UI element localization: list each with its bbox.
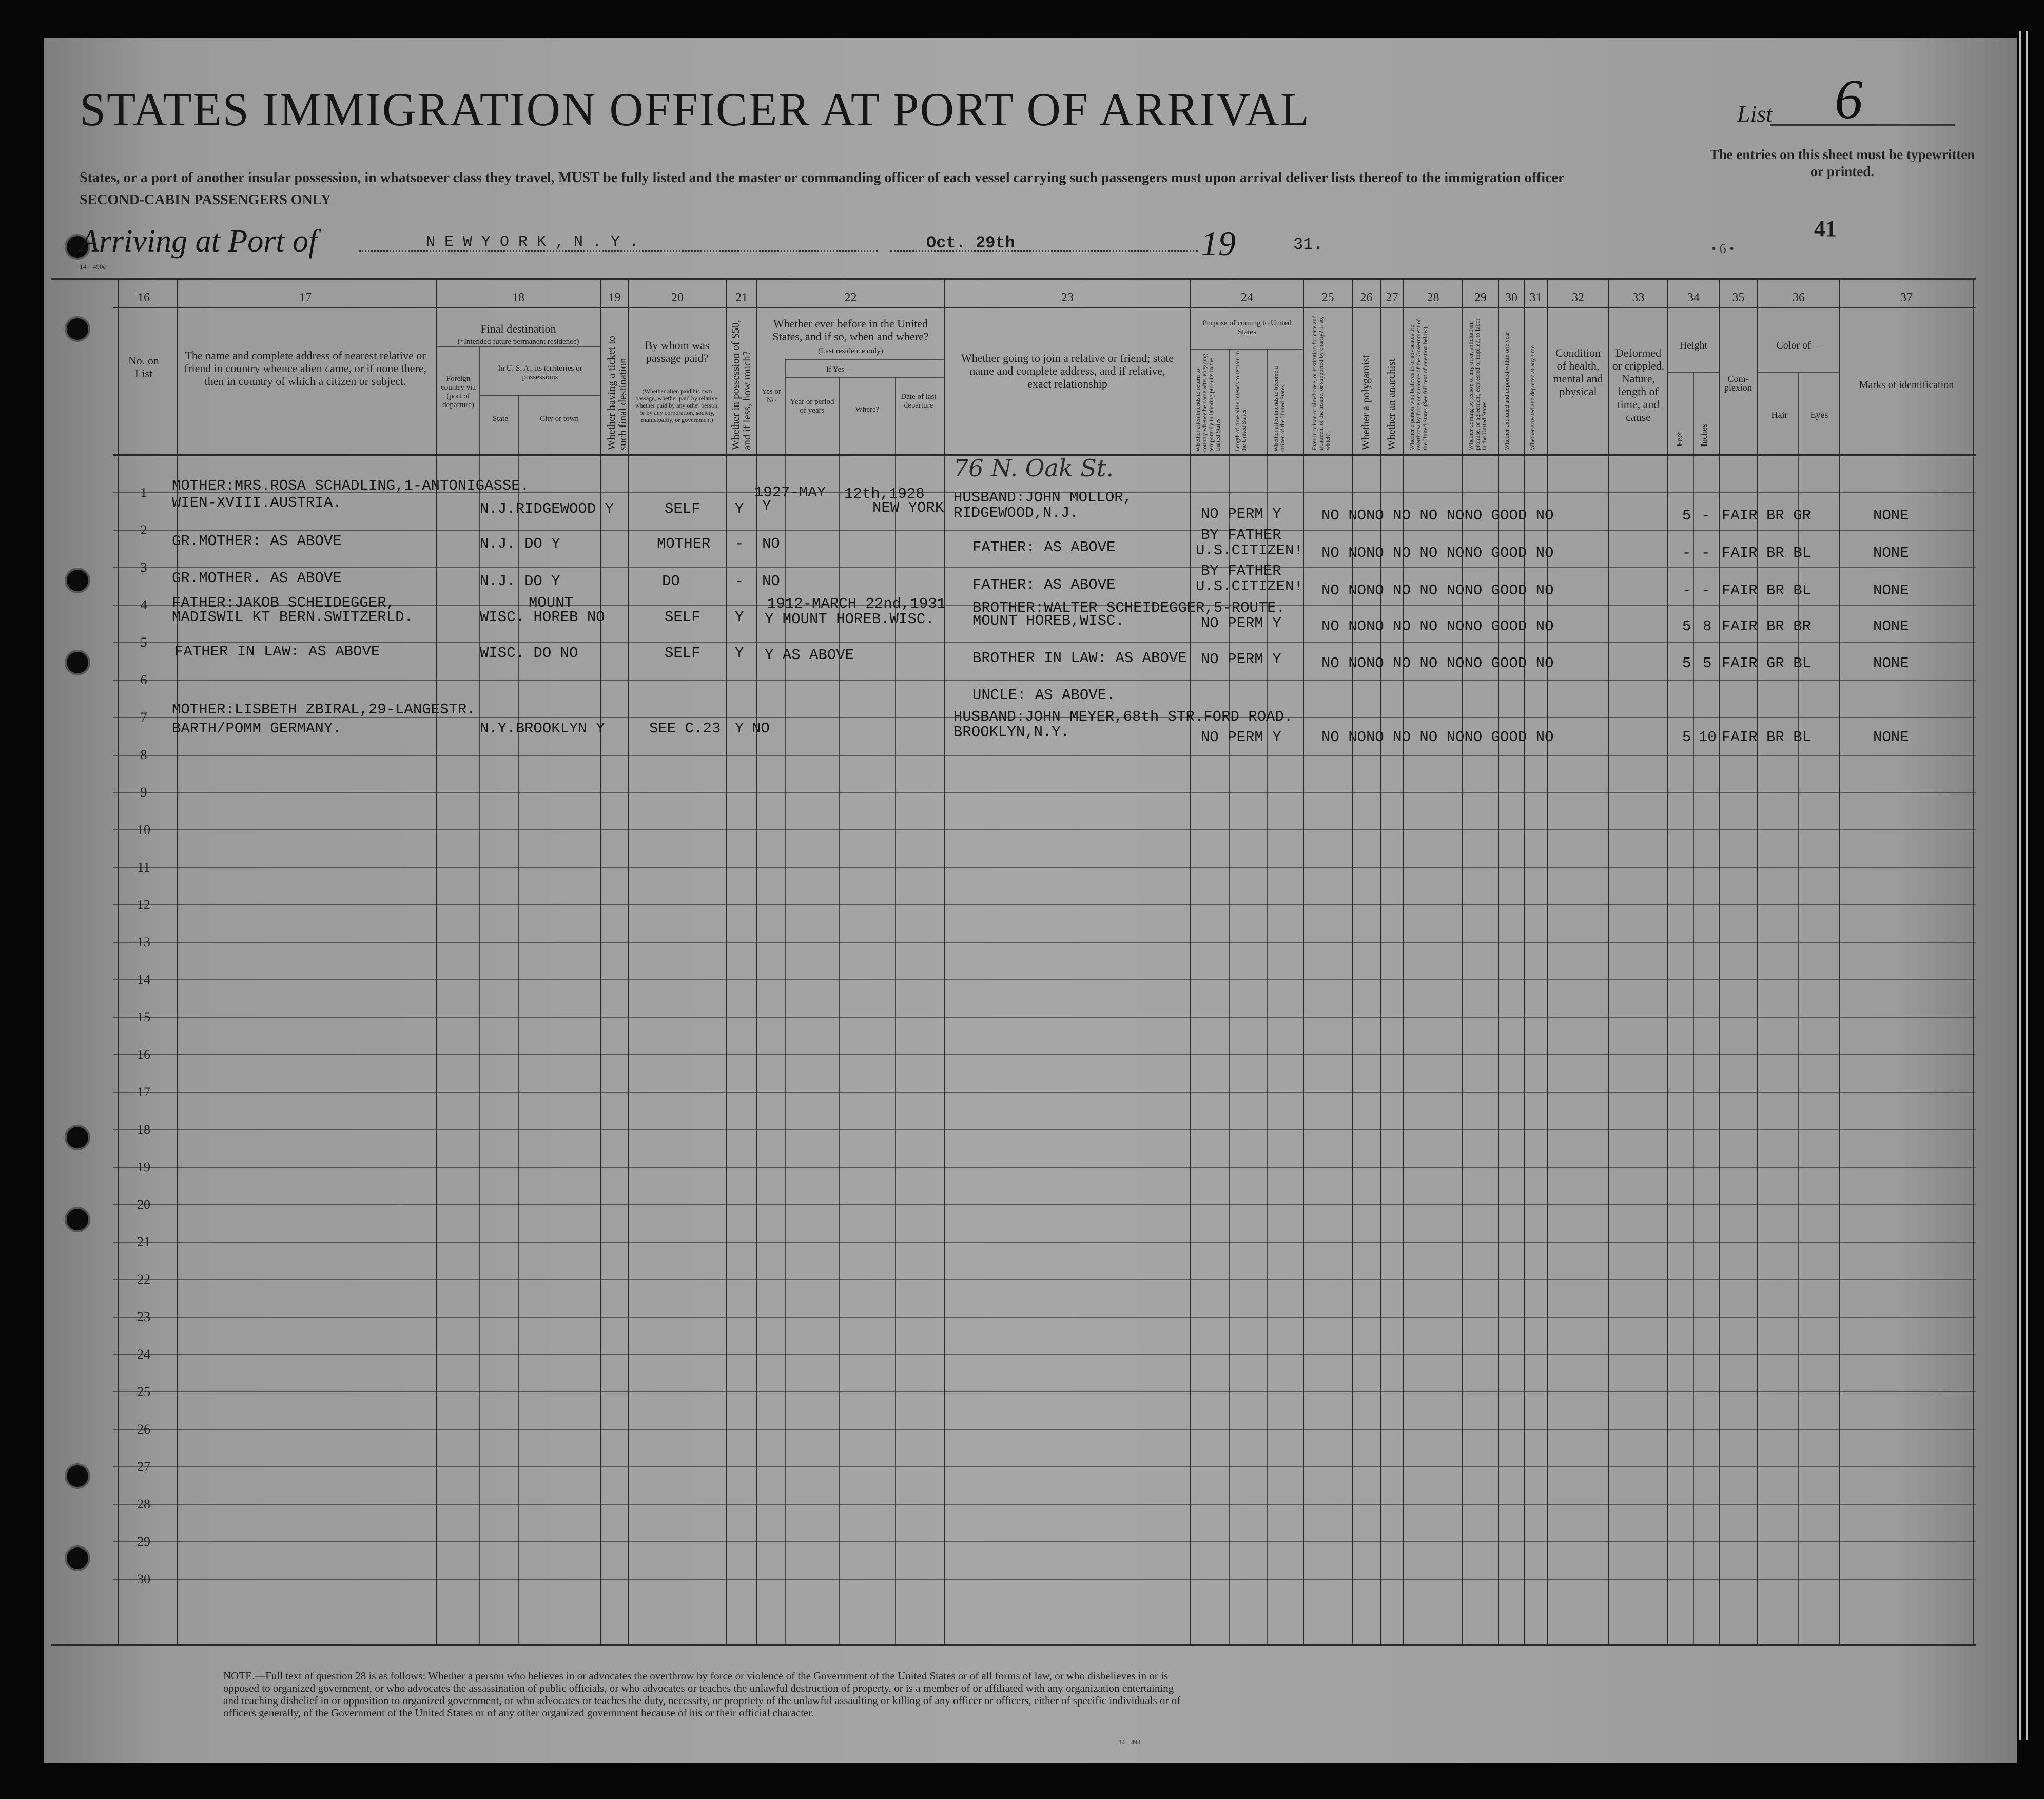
date-value: Oct. 29th bbox=[926, 234, 1015, 253]
entry-r3-before: NO bbox=[762, 573, 780, 590]
row-number: 4 bbox=[140, 597, 147, 612]
row-number: 23 bbox=[137, 1309, 150, 1324]
entry-r5-passage: SELF bbox=[665, 645, 700, 662]
entry-r2-inches: - bbox=[1701, 545, 1710, 562]
entry-r2-feet: - bbox=[1682, 545, 1691, 562]
entry-r4-physical: FAIR BR BR bbox=[1722, 618, 1812, 635]
row-number: 14 bbox=[137, 972, 150, 987]
entry-r3-marks: NONE bbox=[1873, 582, 1909, 599]
entry-r4-join: MOUNT HOREB,WISC. bbox=[972, 612, 1124, 629]
entry-r7-feet: 5 bbox=[1682, 729, 1691, 746]
entry-r1-passage: SELF bbox=[665, 500, 700, 517]
header-q28: Whether a person who believes in or advocates the overthrow by force or violence of the Government of the United States (See full text of question below) bbox=[1408, 319, 1429, 450]
col-number: 17 bbox=[299, 291, 312, 304]
entry-r5-purpose: NO PERM Y bbox=[1201, 651, 1281, 668]
entry-r5-before: Y AS ABOVE bbox=[765, 647, 854, 664]
entry-r3-physical: FAIR BR BL bbox=[1722, 582, 1812, 599]
entry-r5-feet: 5 bbox=[1682, 655, 1691, 672]
col-number: 20 bbox=[671, 291, 684, 304]
header-if-yes: If Yes— bbox=[826, 365, 852, 374]
entry-r3-purpose: BY FATHER bbox=[1201, 563, 1281, 579]
question-28-note: NOTE.—Full text of question 28 is as follows: Whether a person who believes in or advocates the overthrow by force or violence of the Government of the United States or of all forms of law, or who disbelieves in or is opposed to organized government, or who advocates the assassination of public officials, or who advocates or teaches the unlawful destruction of property, or is a member of or affiliated with any organization entertaining and teaching disbelief in or opposition to organized government, or who advocates or teaches the duty, necessity, or propriety of the unlawful assaulting or killing of any officer or officers, either of specific individuals or of officers generally, of the Government of the United States or of any other organized government because of his or their official character. bbox=[223, 1670, 1181, 1719]
entry-r3-destination: N.J. DO Y bbox=[480, 573, 560, 590]
header-possession-50: Whether in possession of $50, and if less, how much? bbox=[729, 320, 753, 450]
entry-r2-before: NO bbox=[762, 535, 780, 552]
row-number: 20 bbox=[137, 1197, 150, 1212]
entry-r7-marks: NONE bbox=[1873, 729, 1909, 746]
entry-r5-join: BROTHER IN LAW: AS ABOVE bbox=[972, 650, 1187, 667]
header-final-destination: Final destination bbox=[480, 322, 556, 335]
row-number: 21 bbox=[137, 1234, 150, 1249]
row-number: 22 bbox=[137, 1272, 150, 1287]
passenger-class: SECOND-CABIN PASSENGERS ONLY bbox=[80, 192, 332, 208]
entry-r2-marks: NONE bbox=[1873, 545, 1909, 562]
col-number: 22 bbox=[844, 291, 857, 304]
entry-r5-relative: FATHER IN LAW: AS ABOVE bbox=[174, 643, 380, 660]
entry-r2-join: FATHER: AS ABOVE bbox=[972, 539, 1116, 556]
entry-r3-join: FATHER: AS ABOVE bbox=[972, 576, 1116, 593]
header-where: Where? bbox=[855, 405, 880, 414]
entries-note: The entries on this sheet must be typewritten or printed. bbox=[1709, 147, 1975, 179]
header-date-departure: Date of last departure bbox=[901, 393, 937, 410]
header-foreign-country: Foreign country via (port of departure) bbox=[441, 375, 476, 409]
entry-r7-relative: BARTH/POMM GERMANY. bbox=[172, 720, 342, 737]
row-number: 1 bbox=[140, 485, 147, 500]
col-number: 19 bbox=[608, 291, 621, 304]
entry-r7-destination: N.Y.BROOKLYN Y bbox=[480, 720, 605, 737]
row-number: 18 bbox=[137, 1122, 150, 1137]
entry-r4-destination: WISC. HOREB NO bbox=[480, 609, 605, 626]
entry-r5-answers: NO NONO NO NO NONO GOOD NO bbox=[1321, 655, 1554, 672]
entry-r4-purpose: NO PERM Y bbox=[1201, 615, 1281, 632]
header-before-note: (Last residence only) bbox=[818, 347, 883, 355]
entry-r4-answers: NO NONO NO NO NONO GOOD NO bbox=[1321, 618, 1554, 635]
entry-r1-answers: NO NONO NO NO NONO GOOD NO bbox=[1321, 507, 1554, 524]
entry-r3-passage: DO bbox=[662, 573, 680, 590]
row-number: 16 bbox=[137, 1047, 150, 1062]
header-purpose: Purpose of coming to United States bbox=[1202, 319, 1292, 336]
entry-r3-relative: GR.MOTHER. AS ABOVE bbox=[172, 570, 342, 587]
entry-r4-before: 1912-MARCH 22nd,1931 bbox=[767, 595, 946, 612]
entry-r4-50: Y bbox=[735, 609, 744, 626]
col-number: 33 bbox=[1632, 291, 1645, 304]
entry-r2-physical: FAIR BR BL bbox=[1722, 545, 1812, 562]
header-no-on-list: No. on List bbox=[128, 354, 159, 380]
row-number: 26 bbox=[137, 1422, 150, 1437]
col-number: 34 bbox=[1687, 291, 1700, 304]
entry-r5-destination: WISC. DO NO bbox=[480, 645, 578, 662]
entry-r1-join: RIDGEWOOD,N.J. bbox=[953, 505, 1079, 521]
entry-r7-before: NO bbox=[752, 720, 770, 737]
row-number: 27 bbox=[137, 1459, 150, 1474]
entry-r2-purpose: BY FATHER bbox=[1201, 527, 1281, 544]
row-number: 3 bbox=[140, 560, 147, 575]
entry-r4-marks: NONE bbox=[1873, 618, 1909, 635]
row-number: 29 bbox=[137, 1534, 150, 1549]
year-suffix: 31. bbox=[1293, 235, 1323, 254]
entry-r4-inches: 8 bbox=[1703, 618, 1712, 635]
entry-r5-marks: NONE bbox=[1873, 655, 1909, 672]
header-ticket: Whether having a ticket to such final destination bbox=[605, 336, 629, 450]
header-q31: Whether arrested and deported at any time bbox=[1529, 345, 1536, 450]
entry-r7-join: HUSBAND:JOHN MEYER,68th STR.FORD ROAD. bbox=[953, 708, 1293, 725]
header-color-of: Color of— bbox=[1776, 340, 1821, 351]
col-number: 36 bbox=[1793, 291, 1805, 304]
header-purpose-c: Whether alien intends to become a citizen of the United States bbox=[1272, 366, 1286, 452]
col-number: 30 bbox=[1505, 291, 1517, 304]
entry-r3-50: - bbox=[735, 573, 744, 590]
entry-r7-inches: 10 bbox=[1699, 729, 1717, 746]
entry-r6-join: UNCLE: AS ABOVE. bbox=[972, 687, 1116, 704]
row-number: 2 bbox=[140, 523, 147, 537]
header-hair: Hair bbox=[1771, 410, 1788, 420]
entry-r1-feet: 5 bbox=[1682, 507, 1691, 524]
header-passage-paid-note: (Whether alien paid his own passage, whether paid by relative, whether paid by any other person, or by any corporation, society, municipality, or government) bbox=[635, 388, 719, 423]
row-number: 5 bbox=[140, 635, 147, 650]
small-mark: • 6 • bbox=[1711, 241, 1735, 256]
entry-r3-feet: - bbox=[1682, 582, 1691, 599]
footer-form-number: 14—490 bbox=[1119, 1738, 1140, 1746]
entry-r2-answers: NO NONO NO NO NONO GOOD NO bbox=[1321, 545, 1554, 562]
row-number: 28 bbox=[137, 1497, 150, 1512]
entry-r3-inches: - bbox=[1701, 582, 1710, 599]
entry-r4-join: BROTHER:WALTER SCHEIDEGGER,5-ROUTE. bbox=[972, 599, 1286, 616]
header-q29: Whether coming by reason of any offer, solicitation, promise, or agreement, expressed or implied, to labor in the United States bbox=[1467, 318, 1488, 450]
header-state: State bbox=[493, 415, 508, 423]
entry-r2-50: - bbox=[735, 535, 744, 552]
entry-r7-physical: FAIR BR BL bbox=[1722, 729, 1812, 746]
entry-r4-destination: MOUNT bbox=[529, 594, 574, 611]
entry-r7-join: BROOKLYN,N.Y. bbox=[953, 724, 1070, 741]
header-join-relative: Whether going to join a relative or friend; state name and complete address, and if relative, exact relationship bbox=[961, 352, 1174, 390]
header-before-in-us: Whether ever before in the United States, and if so, when and where? bbox=[772, 317, 929, 343]
header-inches: Inches bbox=[1699, 423, 1709, 447]
row-number: 11 bbox=[137, 860, 150, 875]
entry-r1-before: Y bbox=[762, 498, 771, 515]
instructions-text: States, or a port of another insular possession, in whatsoever class they travel, MUST be fully listed and the master or commanding officer of each vessel carrying such passengers must upon arrival deliver lists thereof to the immigration officer bbox=[80, 170, 1565, 186]
entry-r7-purpose: NO PERM Y bbox=[1201, 729, 1281, 746]
row-number: 24 bbox=[137, 1347, 150, 1362]
entry-r7-50: Y bbox=[735, 720, 744, 737]
entry-r1-relative: WIEN-XVIII.AUSTRIA. bbox=[172, 494, 342, 511]
page-title: STATES IMMIGRATION OFFICER AT PORT OF ARRIVAL bbox=[80, 83, 1310, 136]
header-purpose-a: Whether alien intends to return to country whence he came after engaging temporarily in laboring pursuits in the United States bbox=[1194, 354, 1221, 452]
row-number: 13 bbox=[137, 935, 150, 950]
entry-r1-50: Y bbox=[735, 500, 744, 517]
header-final-destination-note: (*Intended future permanent residence) bbox=[457, 338, 579, 346]
form-number: 14—490e bbox=[80, 263, 106, 270]
header-eyes: Eyes bbox=[1810, 410, 1828, 420]
entry-r1-inches: - bbox=[1701, 507, 1710, 524]
row-number: 19 bbox=[137, 1159, 150, 1174]
entry-r1-handwritten-address: 76 N. Oak St. bbox=[953, 454, 1114, 482]
entry-r4-relative: MADISWIL KT BERN.SWITZERLD. bbox=[172, 609, 413, 626]
header-health: Condition of health, mental and physical bbox=[1553, 346, 1603, 398]
entry-r3-purpose: U.S.CITIZEN! bbox=[1196, 578, 1303, 595]
row-number: 9 bbox=[140, 785, 147, 800]
col-number: 18 bbox=[512, 291, 524, 304]
row-number: 15 bbox=[137, 1010, 150, 1024]
header-q30: Whether excluded and deported within one year bbox=[1503, 332, 1510, 450]
header-marks: Marks of identification bbox=[1859, 379, 1954, 391]
port-value: N E W Y O R K , N . Y . bbox=[426, 234, 639, 251]
row-number: 30 bbox=[137, 1572, 150, 1587]
entry-r5-50: Y bbox=[735, 645, 744, 662]
entry-r7-relative: MOTHER:LISBETH ZBIRAL,29-LANGESTR. bbox=[172, 701, 476, 718]
entry-r2-passage: MOTHER bbox=[657, 535, 711, 552]
row-number: 6 bbox=[140, 672, 147, 687]
entry-r7-answers: NO NONO NO NO NONO GOOD NO bbox=[1321, 729, 1554, 746]
col-number: 35 bbox=[1732, 291, 1745, 304]
entry-r4-feet: 5 bbox=[1682, 618, 1691, 635]
entry-r4-before: Y MOUNT HOREB.WISC. bbox=[765, 611, 935, 628]
list-number: 6 bbox=[1835, 68, 1863, 130]
entry-r1-where: NEW YORK bbox=[872, 499, 944, 516]
entry-r5-inches: 5 bbox=[1703, 655, 1712, 672]
header-deformed: Deformed or crippled. Nature, length of time, and cause bbox=[1612, 346, 1665, 423]
col-number: 27 bbox=[1386, 291, 1398, 304]
col-number: 32 bbox=[1572, 291, 1584, 304]
row-number: 17 bbox=[137, 1085, 150, 1099]
col-number: 25 bbox=[1321, 291, 1334, 304]
entry-r4-passage: SELF bbox=[665, 609, 700, 626]
header-yes-no: Yes or No bbox=[761, 388, 782, 404]
row-number: 8 bbox=[140, 747, 147, 762]
entry-r2-purpose: U.S.CITIZEN! bbox=[1196, 542, 1303, 559]
col-number: 24 bbox=[1241, 291, 1253, 304]
col-number: 23 bbox=[1061, 291, 1074, 304]
header-height: Height bbox=[1679, 340, 1708, 351]
col-number: 16 bbox=[138, 291, 150, 304]
header-city: City or town bbox=[540, 415, 579, 423]
entry-r4-relative: FATHER:JAKOB SCHEIDEGGER, bbox=[172, 594, 396, 611]
entry-r1-marks: NONE bbox=[1873, 507, 1909, 524]
col-number: 29 bbox=[1474, 291, 1487, 304]
entry-r2-destination: N.J. DO Y bbox=[480, 535, 560, 552]
year-prefix: 19 bbox=[1201, 224, 1236, 263]
list-label: List bbox=[1737, 101, 1773, 127]
entry-r1-join: HUSBAND:JOHN MOLLOR, bbox=[953, 489, 1133, 506]
entry-r1-physical: FAIR BR GR bbox=[1722, 507, 1812, 524]
entry-r1-relative: MOTHER:MRS.ROSA SCHADLING,1-ANTONIGASSE. bbox=[172, 477, 530, 494]
header-passage-paid: By whom was passage paid? bbox=[645, 339, 710, 364]
entry-r7-passage: SEE C.23 bbox=[649, 720, 721, 737]
row-number: 12 bbox=[137, 897, 150, 912]
entry-r3-answers: NO NONO NO NO NONO GOOD NO bbox=[1321, 582, 1554, 599]
col-number: 21 bbox=[735, 291, 748, 304]
stamp-number: 41 bbox=[1814, 216, 1837, 241]
header-in-usa: In U. S. A., its territories or possessions bbox=[498, 364, 582, 381]
header-prison: Ever in prison or almshouse, or institution for care and treatment of the insane, or supported by charity? If so, which? bbox=[1311, 315, 1331, 450]
arriving-label: Arriving at Port of bbox=[80, 224, 318, 259]
header-anarchist: Whether an anarchist bbox=[1385, 358, 1397, 450]
entry-r1-where: 12th,1928 bbox=[844, 486, 925, 502]
header-complexion: Com-plexion bbox=[1724, 374, 1752, 393]
row-number: 7 bbox=[140, 710, 147, 725]
row-number: 10 bbox=[137, 822, 150, 837]
row-number: 25 bbox=[137, 1384, 150, 1399]
header-polygamist: Whether a polygamist bbox=[1359, 355, 1372, 450]
header-nearest-relative: The name and complete address of nearest relative or friend in country whence alien came, or if none there, then in country of which a citizen or subject. bbox=[184, 349, 427, 388]
col-number: 31 bbox=[1529, 291, 1542, 304]
header-year-period: Year or period of years bbox=[790, 398, 834, 415]
entry-r1-before: 1927-MAY bbox=[754, 484, 826, 501]
entry-r1-destination: N.J.RIDGEWOOD Y bbox=[480, 500, 614, 517]
entry-r2-relative: GR.MOTHER: AS ABOVE bbox=[172, 533, 342, 550]
entry-r5-physical: FAIR GR BL bbox=[1722, 655, 1812, 672]
entry-r1-purpose: NO PERM Y bbox=[1201, 506, 1281, 523]
header-purpose-b: Length of time alien intends to remain in the United States bbox=[1234, 351, 1248, 452]
col-number: 26 bbox=[1360, 291, 1373, 304]
col-number: 28 bbox=[1427, 291, 1439, 304]
col-number: 37 bbox=[1900, 291, 1913, 304]
header-feet: Feet bbox=[1675, 431, 1684, 447]
